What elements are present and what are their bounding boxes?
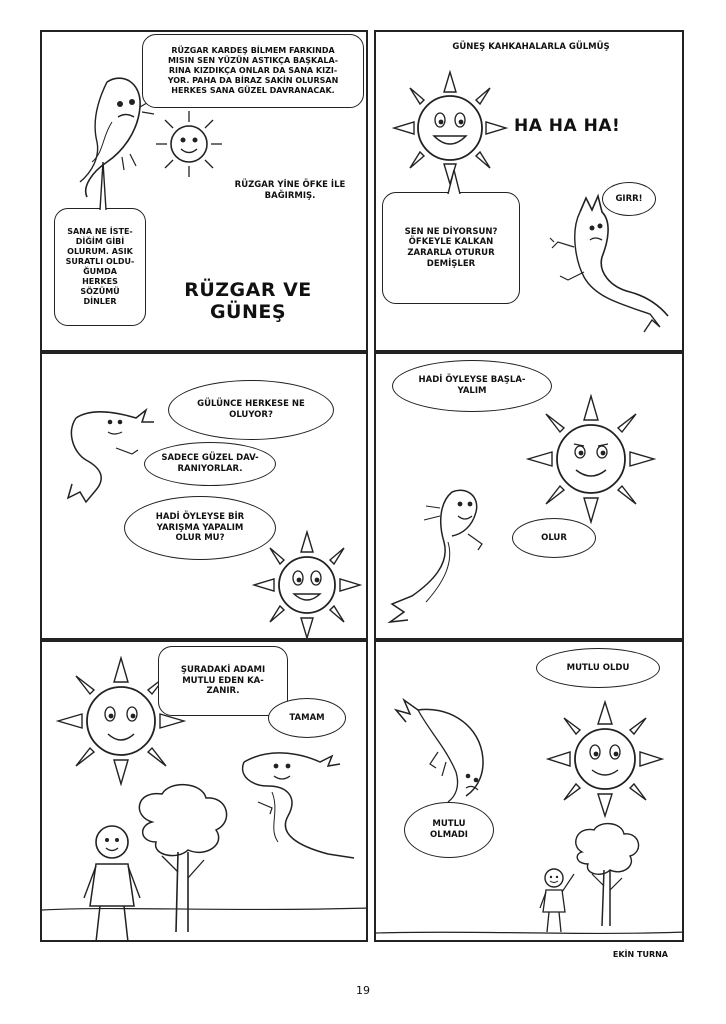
speech-tail [96, 162, 110, 210]
speech-bubble-narration-not-happy: MUTLU OLMADI [404, 802, 494, 858]
speech-bubble-wind-reply: SANA NE İSTE- DİĞİM GİBİ OLURUM. ASIK SURATLI OLDU- ĞUMDA HERKES SÖZÜMÜ DİNLER [54, 208, 146, 326]
speech-bubble-wind-tamam: TAMAM [268, 698, 346, 738]
wind-character-icon [382, 472, 512, 632]
speech-tail [446, 170, 462, 194]
speech-bubble-wind-ok: OLUR [512, 518, 596, 558]
speech-bubble-wind-question: GÜLÜNCE HERKESE NE OLUYOR? [168, 380, 334, 440]
comic-panel-6 [374, 640, 684, 942]
page-number: 19 [356, 984, 370, 997]
laugh-shout: HA HA HA! [514, 116, 621, 136]
wind-character-icon [228, 742, 368, 862]
speech-bubble-sun: SEN NE DİYORSUN? ÖFKEYLE KALKAN ZARARLA OTURUR DEMİŞLER [382, 192, 520, 304]
sun-character-icon [152, 107, 227, 182]
narration-caption: GÜNEŞ KAHKAHALARLA GÜLMÜŞ [452, 42, 610, 52]
speech-bubble-narration-happy: MUTLU OLDU [536, 648, 660, 688]
speech-bubble-sun-rule: ŞURADAKİ ADAMI MUTLU EDEN KA- ZANIR. [158, 646, 288, 716]
speech-bubble-sun-answer: SADECE GÜZEL DAV- RANIYORLAR. [144, 442, 276, 486]
wind-character-icon [386, 692, 516, 812]
narration-caption: RÜZGAR YİNE ÖFKE İLE BAĞIRMIŞ. [234, 180, 346, 201]
story-title: RÜZGAR VE GÜNEŞ [184, 279, 312, 323]
ground-line [42, 904, 368, 914]
comic-panel-5 [40, 640, 368, 942]
speech-bubble-wind-contest: HADİ ÖYLEYSE BİR YARIŞMA YAPALIM OLUR MU? [124, 496, 276, 560]
comic-panel-3 [40, 352, 368, 640]
comic-panel-1 [40, 30, 368, 352]
man-character-icon [72, 820, 152, 942]
man-character-icon [534, 866, 582, 936]
ground-line [376, 928, 684, 938]
comic-panel-4 [374, 352, 684, 640]
author-signature: EKİN TURNA [612, 950, 668, 959]
wind-character-icon [540, 192, 680, 342]
speech-bubble-sun-start: HADİ ÖYLEYSE BAŞLA- YALIM [392, 360, 552, 412]
sun-character-icon [252, 530, 362, 640]
speech-bubble-sun-advice: RÜZGAR KARDEŞ BİLMEM FARKINDA MISIN SEN YÜZÜN ASTIKÇA BAŞKALA- RINA KIZDIKÇA ONLAR DA SANA KIZI- YOR. PAHA DA BİRAZ SAKİN OLURSAN HERKES SANA GÜZEL DAVRANACAK. [142, 34, 364, 108]
comic-panel-2 [374, 30, 684, 352]
sun-character-icon [546, 700, 664, 818]
speech-bubble-wind: GIRR! [602, 182, 656, 216]
sun-character-icon [526, 394, 656, 524]
wind-character-icon [46, 398, 166, 508]
